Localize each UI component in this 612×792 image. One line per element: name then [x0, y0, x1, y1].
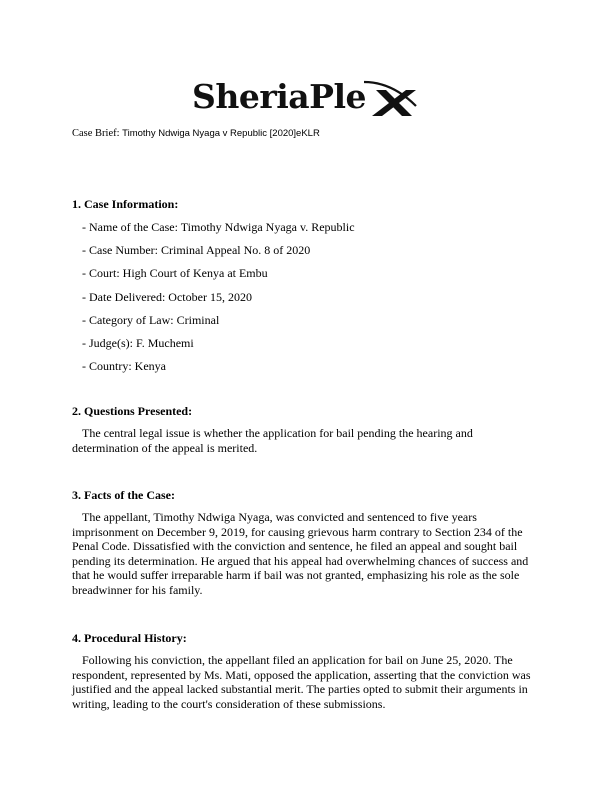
case-brief-title [72, 128, 320, 139]
section-body: Following his conviction, the appellant filed an application for bail on June 25, 2020. The respondent, represented by Ms. Mati, opposed the application, asserting that the conviction was justified and the appeal lacked substantial merit. The parties opted to submit their arguments in writing, leading to the court's consideration of these submissions. [72, 653, 531, 711]
section-facts [72, 488, 542, 598]
section-heading: 1. Case Information: [72, 197, 179, 211]
section-heading: 2. Questions Presented: [72, 404, 193, 418]
section-heading: 3. Facts of the Case: [72, 488, 175, 502]
section-questions-presented [72, 404, 542, 455]
sheriaplex-logo [192, 76, 422, 118]
case-info-item-date: - Date Delivered: October 15, 2020 [82, 289, 252, 304]
section-body: The appellant, Timothy Ndwiga Nyaga, was convicted and sentenced to five years imprisonment on December 9, 2019, for causing grievous harm contrary to Section 234 of the Penal Code. Dissatisfied with the conviction and sentence, he filed an appeal and sought bail pending its determination. He argued that his appeal had overwhelming chances of success and that he would suffer irreparable harm if bail was not granted, emphasizing his role as the sole breadwinner for his family. [72, 510, 529, 597]
case-info-item-country: - Country: Kenya [82, 359, 166, 374]
section-case-information [72, 197, 542, 382]
case-brief-name: Timothy Ndwiga Nyaga v Republic [2020]eKLR [122, 128, 320, 139]
logo-x-mark-icon [362, 76, 418, 118]
case-info-item-name: - Name of the Case: Timothy Ndwiga Nyaga v. Republic [82, 220, 355, 234]
case-brief-label: Case Brief: [72, 128, 123, 139]
logo-wordmark: SheriaPle [192, 77, 366, 116]
case-info-list [72, 220, 542, 382]
section-procedural-history [72, 631, 542, 711]
case-info-item-judges: - Judge(s): F. Muchemi [82, 335, 194, 350]
section-body: The central legal issue is whether the application for bail pending the hearing and determination of the appeal is merited. [72, 426, 473, 455]
case-info-item-number: - Case Number: Criminal Appeal No. 8 of 2020 [82, 243, 311, 258]
case-info-item-category: - Category of Law: Criminal [82, 312, 220, 327]
case-info-item-court: - Court: High Court of Kenya at Embu [82, 266, 268, 281]
section-heading: 4. Procedural History: [72, 631, 187, 645]
